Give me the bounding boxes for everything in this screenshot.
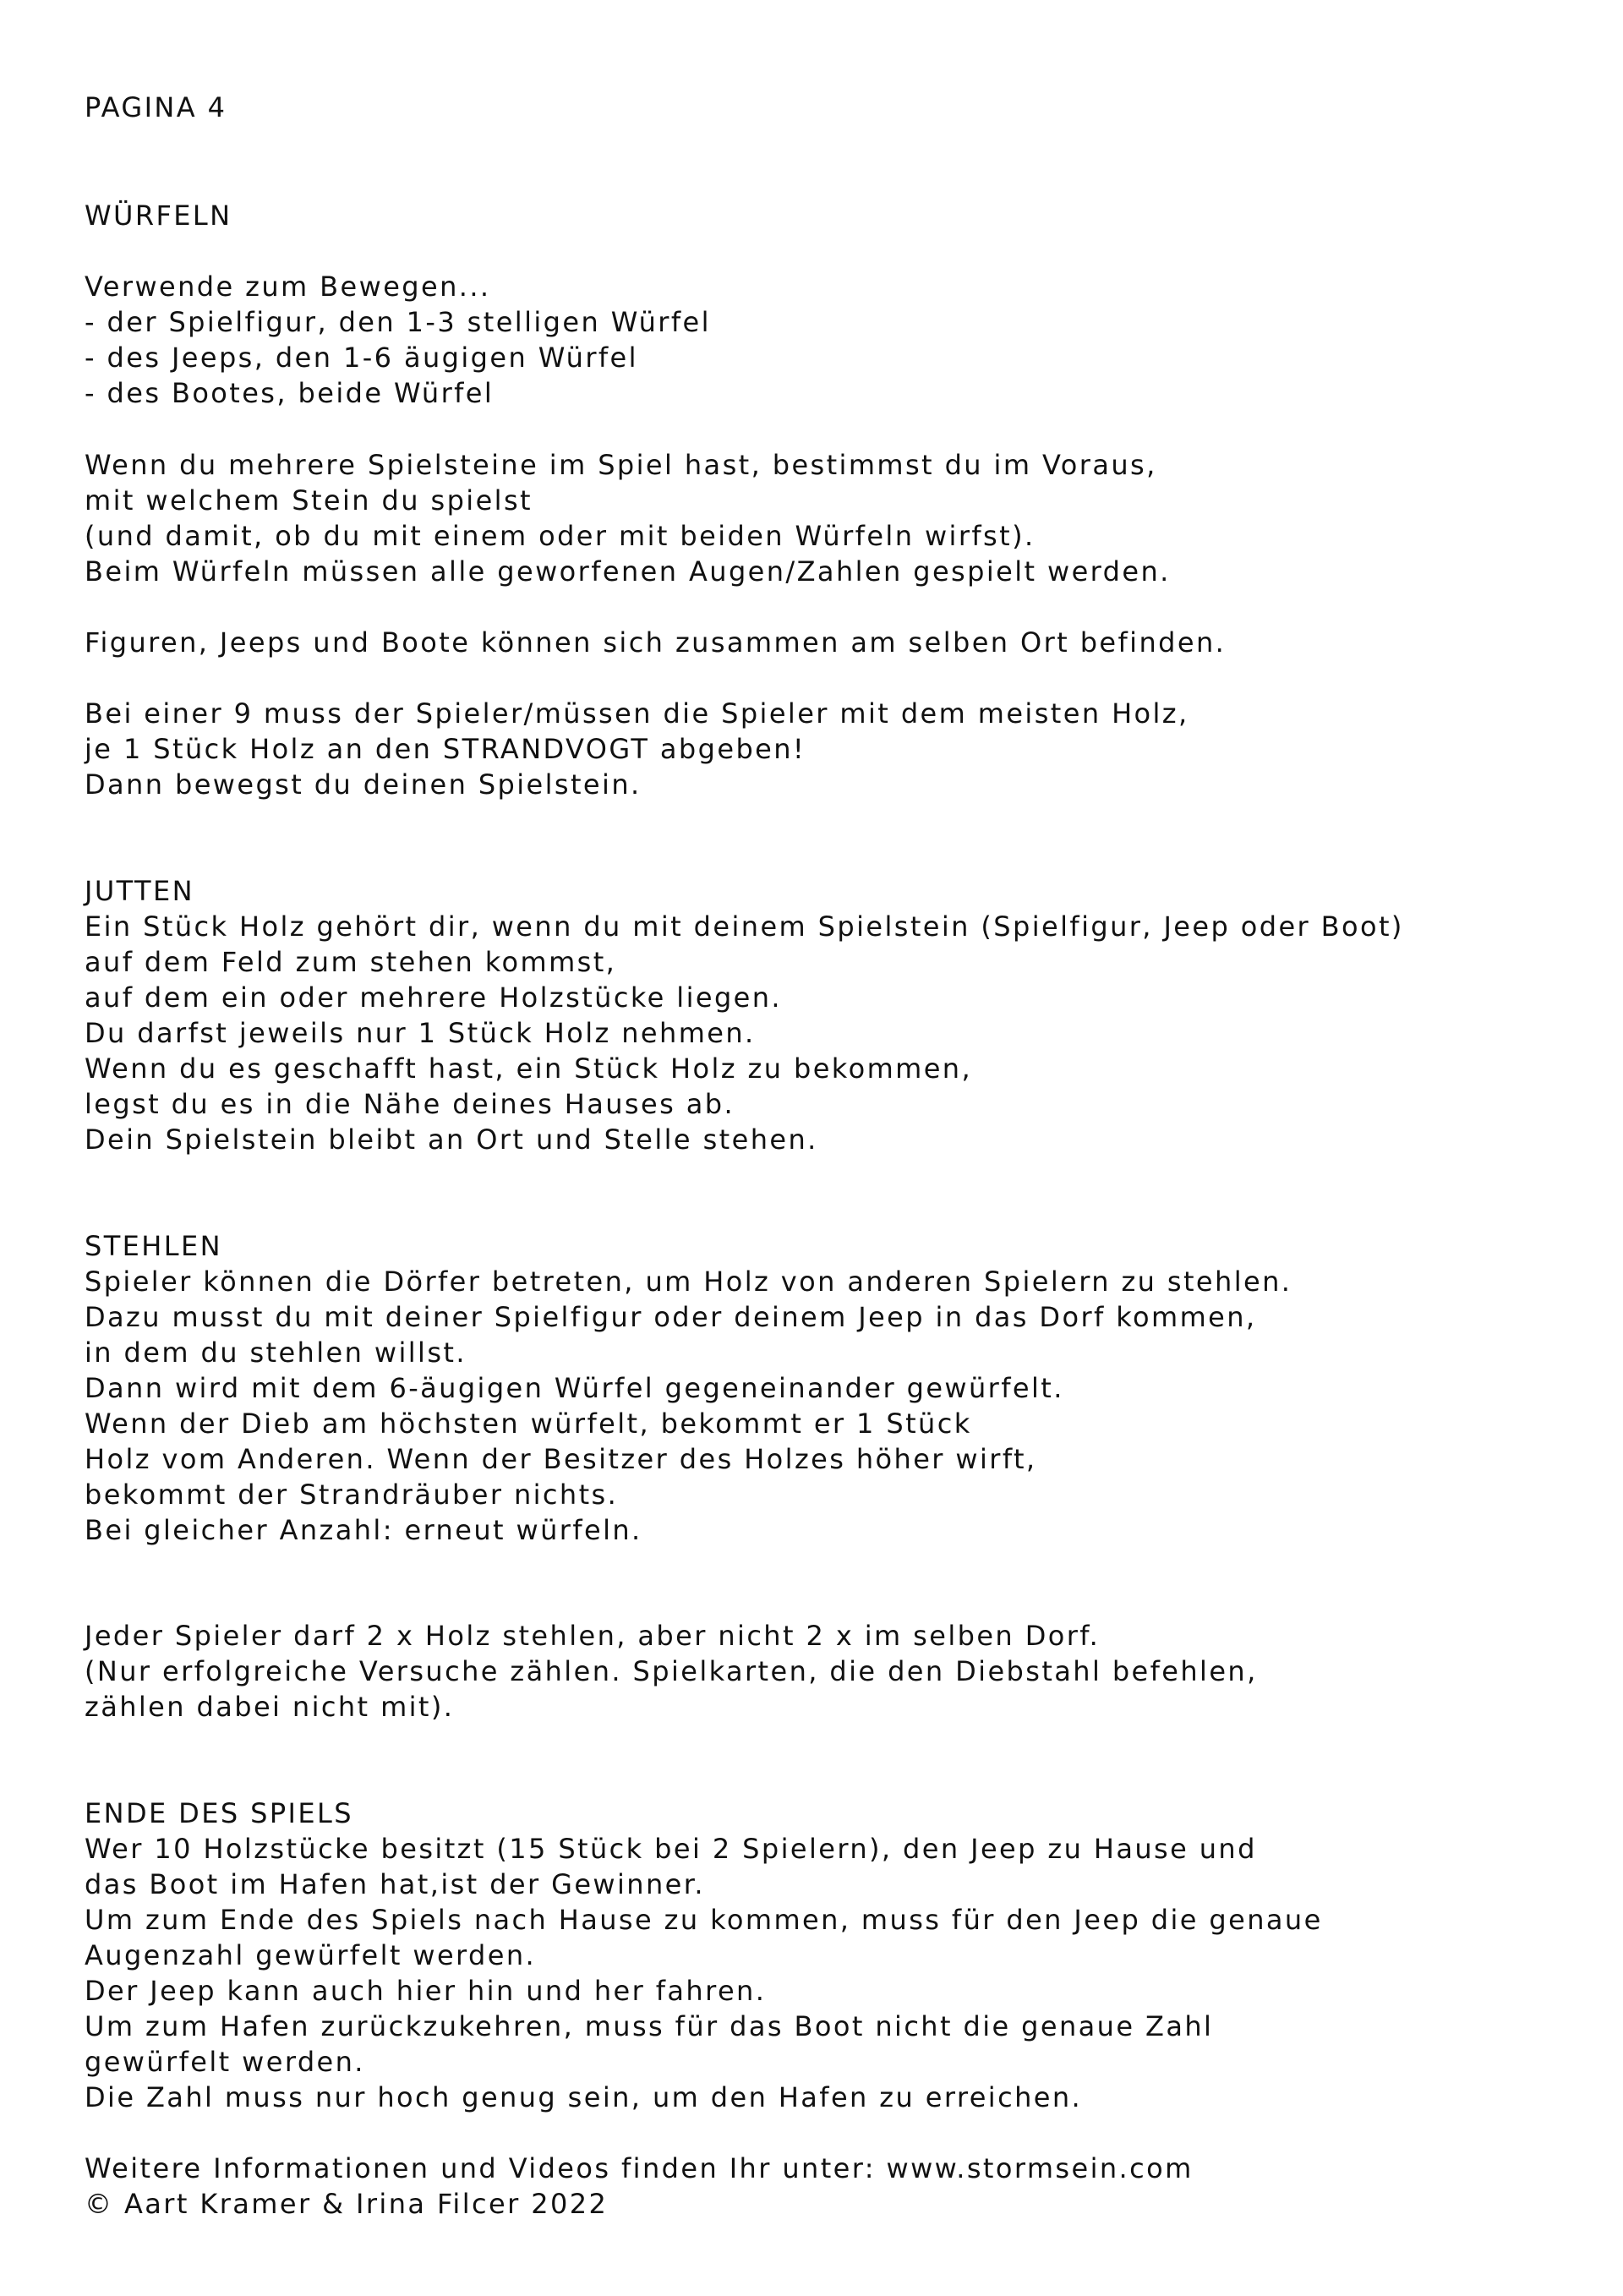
- text-line: Dann wird mit dem 6-äugigen Würfel gegeneinander gewürfelt.: [85, 1372, 1064, 1404]
- section-heading-wuerfeln: WÜRFELN: [85, 200, 232, 232]
- footer-copyright: © Aart Kramer & Irina Filcer 2022: [85, 2188, 609, 2220]
- text-line: Wenn du mehrere Spielsteine im Spiel hast, bestimmst du im Voraus,: [85, 449, 1157, 481]
- text-line: Figuren, Jeeps und Boote können sich zusammen am selben Ort befinden.: [85, 626, 1227, 659]
- text-line: auf dem Feld zum stehen kommst,: [85, 946, 617, 978]
- text-line: Verwende zum Bewegen...: [85, 271, 491, 303]
- page-label: PAGINA 4: [85, 91, 227, 123]
- section-heading-stehlen: STEHLEN: [85, 1230, 222, 1262]
- text-line: das Boot im Hafen hat,ist der Gewinner.: [85, 1868, 705, 1900]
- text-line: Dazu musst du mit deiner Spielfigur oder deinem Jeep in das Dorf kommen,: [85, 1301, 1257, 1333]
- text-line: Der Jeep kann auch hier hin und her fahren.: [85, 1975, 767, 2007]
- text-line: Du darfst jeweils nur 1 Stück Holz nehmen.: [85, 1017, 756, 1049]
- text-line: legst du es in die Nähe deines Hauses ab.: [85, 1088, 735, 1120]
- text-line: Dann bewegst du deinen Spielstein.: [85, 768, 642, 801]
- text-line: - des Jeeps, den 1-6 äugigen Würfel: [85, 342, 638, 374]
- text-line: Wenn du es geschafft hast, ein Stück Holz zu bekommen,: [85, 1052, 973, 1085]
- text-line: (und damit, ob du mit einem oder mit beiden Würfeln wirfst).: [85, 520, 1036, 552]
- text-line: bekommt der Strandräuber nichts.: [85, 1479, 619, 1511]
- text-line: je 1 Stück Holz an den STRANDVOGT abgeben!: [85, 733, 806, 765]
- text-line: Bei einer 9 muss der Spieler/müssen die Spieler mit dem meisten Holz,: [85, 697, 1189, 730]
- text-line: - des Bootes, beide Würfel: [85, 377, 495, 409]
- text-line: zählen dabei nicht mit).: [85, 1691, 455, 1723]
- text-line: Dein Spielstein bleibt an Ort und Stelle stehen.: [85, 1123, 818, 1156]
- footer-info: Weitere Informationen und Videos finden Ihr unter: www.stormsein.com: [85, 2152, 1194, 2184]
- text-line: auf dem ein oder mehrere Holzstücke liegen.: [85, 981, 782, 1014]
- text-line: - der Spielfigur, den 1-3 stelligen Würfel: [85, 306, 711, 338]
- text-line: mit welchem Stein du spielst: [85, 484, 533, 517]
- text-line: Holz vom Anderen. Wenn der Besitzer des Holzes höher wirft,: [85, 1443, 1037, 1475]
- text-line: Um zum Hafen zurückzukehren, muss für das Boot nicht die genaue Zahl: [85, 2010, 1214, 2042]
- text-line: Wer 10 Holzstücke besitzt (15 Stück bei 2 Spielern), den Jeep zu Hause und: [85, 1833, 1257, 1865]
- text-line: Beim Würfeln müssen alle geworfenen Augen/Zahlen gespielt werden.: [85, 555, 1171, 588]
- text-line: Ein Stück Holz gehört dir, wenn du mit deinem Spielstein (Spielfigur, Jeep oder Boot): [85, 910, 1404, 943]
- text-line: (Nur erfolgreiche Versuche zählen. Spielkarten, die den Diebstahl befehlen,: [85, 1655, 1258, 1687]
- text-line: Jeder Spieler darf 2 x Holz stehlen, aber nicht 2 x im selben Dorf.: [85, 1620, 1101, 1652]
- text-line: Um zum Ende des Spiels nach Hause zu kommen, muss für den Jeep die genaue: [85, 1904, 1323, 1936]
- section-heading-jutten: JUTTEN: [85, 875, 194, 907]
- text-line: Augenzahl gewürfelt werden.: [85, 1939, 537, 1971]
- text-line: Spieler können die Dörfer betreten, um Holz von anderen Spielern zu stehlen.: [85, 1266, 1292, 1298]
- text-line: gewürfelt werden.: [85, 2046, 365, 2078]
- text-line: Bei gleicher Anzahl: erneut würfeln.: [85, 1514, 642, 1546]
- section-heading-ende: ENDE DES SPIELS: [85, 1797, 353, 1829]
- text-line: Die Zahl muss nur hoch genug sein, um den Hafen zu erreichen.: [85, 2081, 1083, 2113]
- text-line: Wenn der Dieb am höchsten würfelt, bekommt er 1 Stück: [85, 1408, 972, 1440]
- text-line: in dem du stehlen willst.: [85, 1337, 467, 1369]
